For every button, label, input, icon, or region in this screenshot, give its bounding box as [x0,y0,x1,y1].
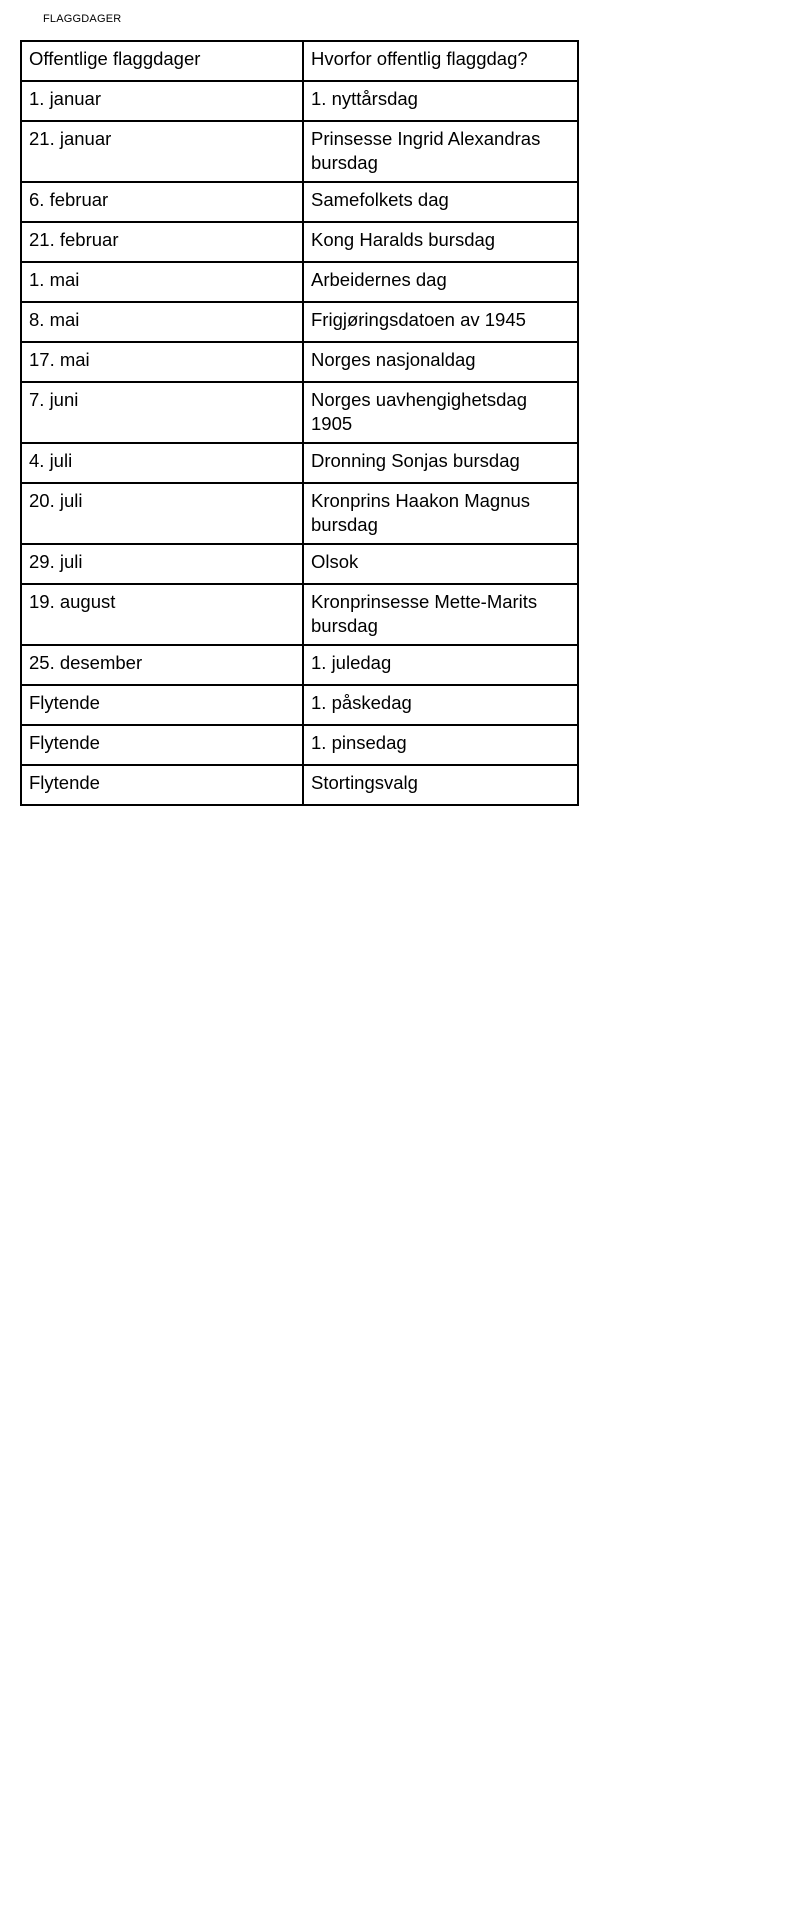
table-row [21,584,578,645]
date-cell: 25. desember [21,645,303,685]
reason-cell: 1. pinsedag [303,725,578,765]
date-cell: Flytende [21,765,303,805]
date-cell: 21. februar [21,222,303,262]
table-row [21,182,578,222]
table-row [21,544,578,584]
date-cell: 20. juli [21,483,303,544]
table-row [21,725,578,765]
date-cell: Flytende [21,685,303,725]
reason-cell: 1. påskedag [303,685,578,725]
table-row [21,382,578,443]
reason-cell: Samefolkets dag [303,182,578,222]
reason-cell: Frigjøringsdatoen av 1945 [303,302,578,342]
date-cell: 29. juli [21,544,303,584]
reason-cell: Norges nasjonaldag [303,342,578,382]
table-row [21,483,578,544]
document-header: FLAGGDAGER [43,13,122,25]
table-row [21,262,578,302]
table-row [21,765,578,805]
reason-cell: Olsok [303,544,578,584]
flag-days-table [20,40,579,806]
table-row [21,342,578,382]
reason-cell: Dronning Sonjas bursdag [303,443,578,483]
date-cell: 7. juni [21,382,303,443]
reason-cell: Kong Haralds bursdag [303,222,578,262]
table-row [21,81,578,121]
reason-cell: 1. juledag [303,645,578,685]
reason-cell: Norges uavhengighetsdag 1905 [303,382,578,443]
date-cell: 8. mai [21,302,303,342]
date-cell: 1. mai [21,262,303,302]
date-cell: 21. januar [21,121,303,182]
date-cell: Flytende [21,725,303,765]
reason-cell: 1. nyttårsdag [303,81,578,121]
column-header-reason: Hvorfor offentlig flaggdag? [303,41,578,81]
reason-cell: Kronprinsesse Mette-Marits bursdag [303,584,578,645]
reason-cell: Kronprins Haakon Magnus bursdag [303,483,578,544]
table-row [21,121,578,182]
reason-cell: Arbeidernes dag [303,262,578,302]
date-cell: 17. mai [21,342,303,382]
table-row [21,685,578,725]
table-row [21,645,578,685]
table-row [21,443,578,483]
table-header-row [21,41,578,81]
date-cell: 4. juli [21,443,303,483]
reason-cell: Stortingsvalg [303,765,578,805]
reason-cell: Prinsesse Ingrid Alexandras bursdag [303,121,578,182]
table-row [21,222,578,262]
date-cell: 1. januar [21,81,303,121]
table-row [21,302,578,342]
date-cell: 19. august [21,584,303,645]
column-header-date: Offentlige flaggdager [21,41,303,81]
date-cell: 6. februar [21,182,303,222]
